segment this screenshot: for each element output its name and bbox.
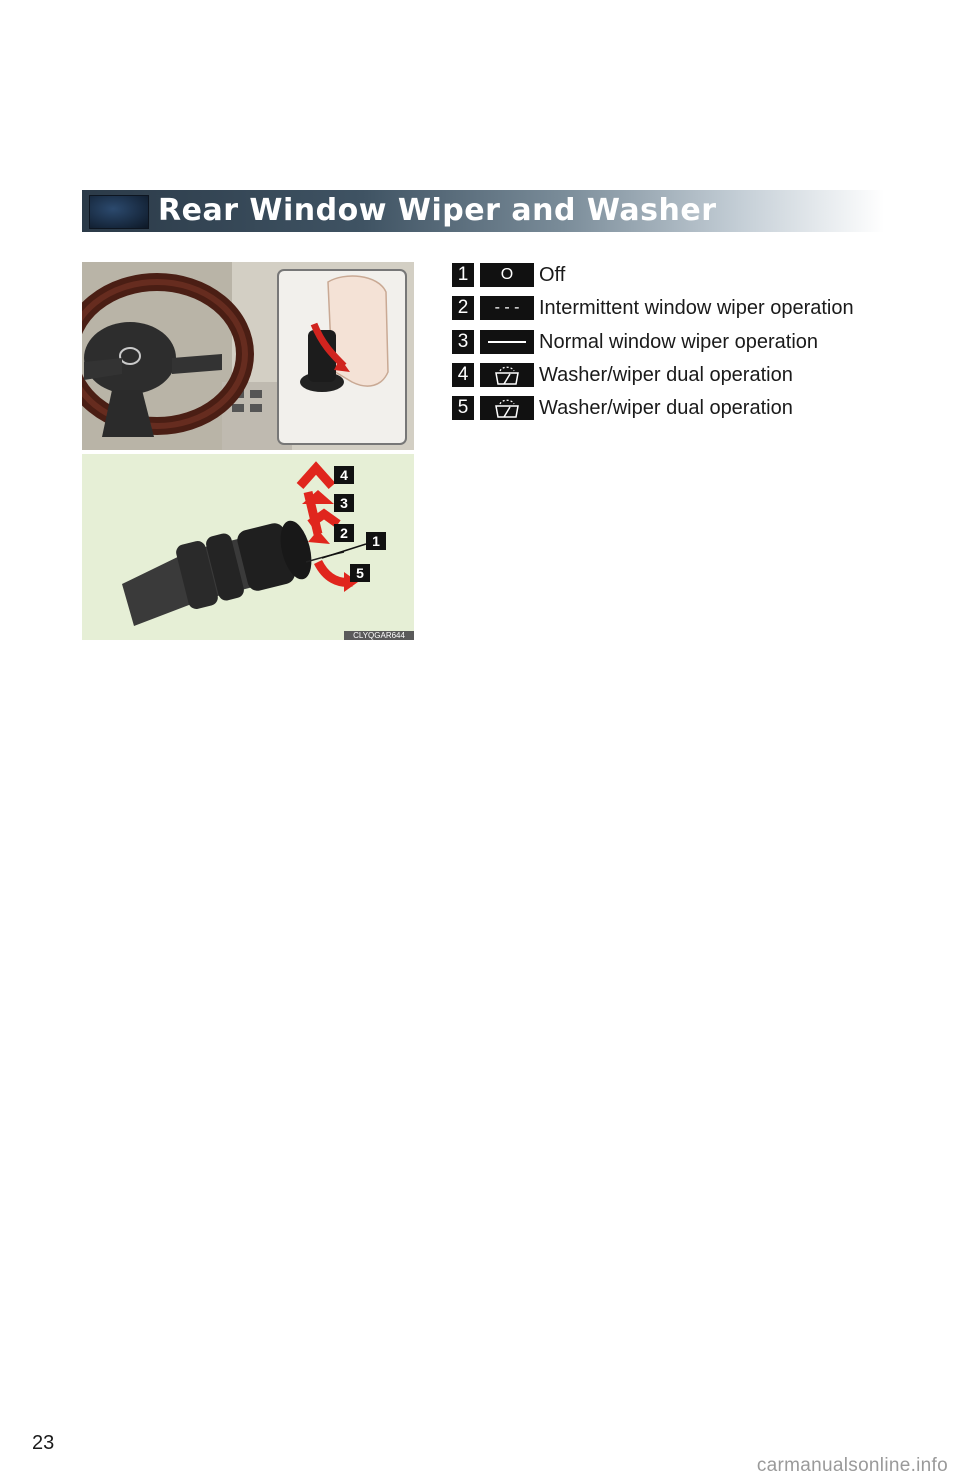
legend-item [452,393,892,426]
switch-legend [452,260,892,426]
intermittent-dashes-icon: - - - [480,296,534,320]
legend-label: Intermittent window wiper operation [539,297,854,320]
legend-item [452,360,892,393]
legend-item [452,293,892,326]
wiper-stalk-illustration [82,454,414,640]
legend-label: Washer/wiper dual operation [539,397,793,420]
washer-wiper-icon [480,396,534,420]
normal-line-icon [480,330,534,354]
wiper-stalk-photo [82,454,414,640]
legend-number: 1 [452,263,474,287]
legend-number: 5 [452,396,474,420]
callout-2: 2 [340,525,348,541]
steering-wheel-photo [82,262,414,450]
legend-item [452,260,892,293]
figure-code: CLYQGAR644 [344,631,414,640]
legend-number: 4 [452,363,474,387]
page-number: 23 [32,1432,55,1454]
legend-item [452,327,892,360]
callout-3: 3 [340,495,348,511]
callout-4: 4 [340,467,348,483]
off-symbol-icon: O [480,263,534,287]
section-title: Rear Window Wiper and Washer [158,193,717,228]
washer-wiper-icon [480,363,534,387]
legend-label: Washer/wiper dual operation [539,363,793,386]
legend-label: Off [539,264,566,286]
callout-5: 5 [356,565,364,581]
watermark-link[interactable]: carmanualsonline.info [756,1455,948,1476]
steering-wheel-illustration [82,262,414,450]
legend-number: 3 [452,330,474,354]
legend-number: 2 [452,296,474,320]
callout-1: 1 [372,533,380,549]
legend-label: Normal window wiper operation [539,330,819,353]
section-title-bar [82,190,884,232]
title-swatch [89,195,149,229]
